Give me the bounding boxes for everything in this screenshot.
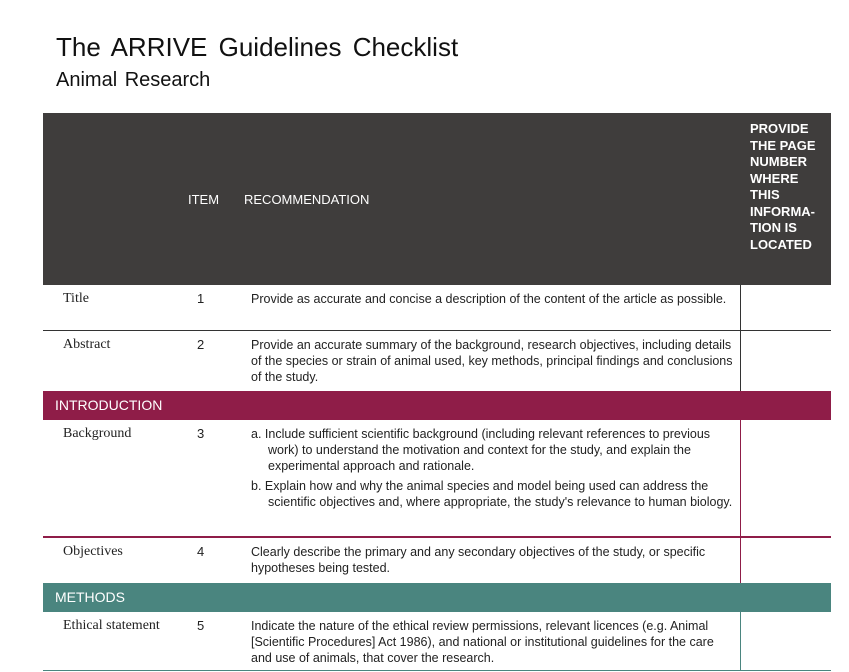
row-recommendation: Provide as accurate and concise a description of the content of the article as possible.: [251, 292, 727, 306]
header-recommendation: RECOMMENDATION: [244, 192, 370, 207]
page-number-cell[interactable]: [740, 612, 832, 670]
row-item: 4: [197, 544, 205, 559]
row-recommendation: Clearly describe the primary and any secondary objectives of the study, or specific hypotheses being tested.: [251, 545, 706, 575]
page-number-cell[interactable]: [740, 285, 832, 330]
row-item: 2: [197, 337, 205, 352]
table-header: [43, 113, 831, 285]
table-row: [43, 538, 831, 583]
section-methods: [43, 583, 831, 612]
row-label: Background: [63, 426, 132, 441]
header-item: ITEM: [188, 192, 220, 207]
page-title: The ARRIVE Guidelines Checklist: [56, 32, 459, 62]
row-item: 5: [197, 618, 205, 633]
section-label: METHODS: [55, 589, 125, 605]
page-number-cell[interactable]: [740, 331, 832, 391]
header-page-number: PROVIDE THE PAGE NUMBER WHERE THIS INFORMA- TION IS LOCATED: [750, 121, 816, 252]
row-label: Abstract: [63, 337, 111, 352]
recommendation-b: b. Explain how and why the animal species and model being used can address the scientific objectives and, where appropriate, the study's relevance to human biology.: [251, 479, 733, 509]
row-item: 3: [197, 426, 205, 441]
page-number-cell[interactable]: [740, 420, 832, 536]
table-row: [43, 420, 831, 538]
row-label: Title: [63, 291, 89, 306]
section-introduction: [43, 391, 831, 420]
recommendation-a: a. Include sufficient scientific background (including relevant references to previous work) to understand the motivation and context for the study, and explain the experimental approach and rationale.: [251, 427, 711, 473]
row-item: 1: [197, 291, 205, 306]
row-recommendation: Indicate the nature of the ethical review permissions, relevant licences (e.g. Animal [Scientific Procedures] Act 1986), and national or institutional guidelines for the care and use of animals, that cover the research.: [251, 619, 714, 665]
table-row: [43, 285, 831, 331]
table-row: [43, 612, 831, 671]
page-subtitle: Animal Research: [56, 69, 211, 91]
table-row: [43, 331, 831, 391]
row-label: Objectives: [63, 544, 123, 559]
section-label: INTRODUCTION: [55, 397, 163, 413]
row-label: Ethical statement: [63, 618, 160, 633]
page-number-cell[interactable]: [740, 538, 832, 583]
row-recommendation: [251, 426, 736, 510]
row-recommendation: Provide an accurate summary of the background, research objectives, including details of the species or strain of animal used, key methods, principal findings and conclusions of the study.: [251, 338, 733, 384]
